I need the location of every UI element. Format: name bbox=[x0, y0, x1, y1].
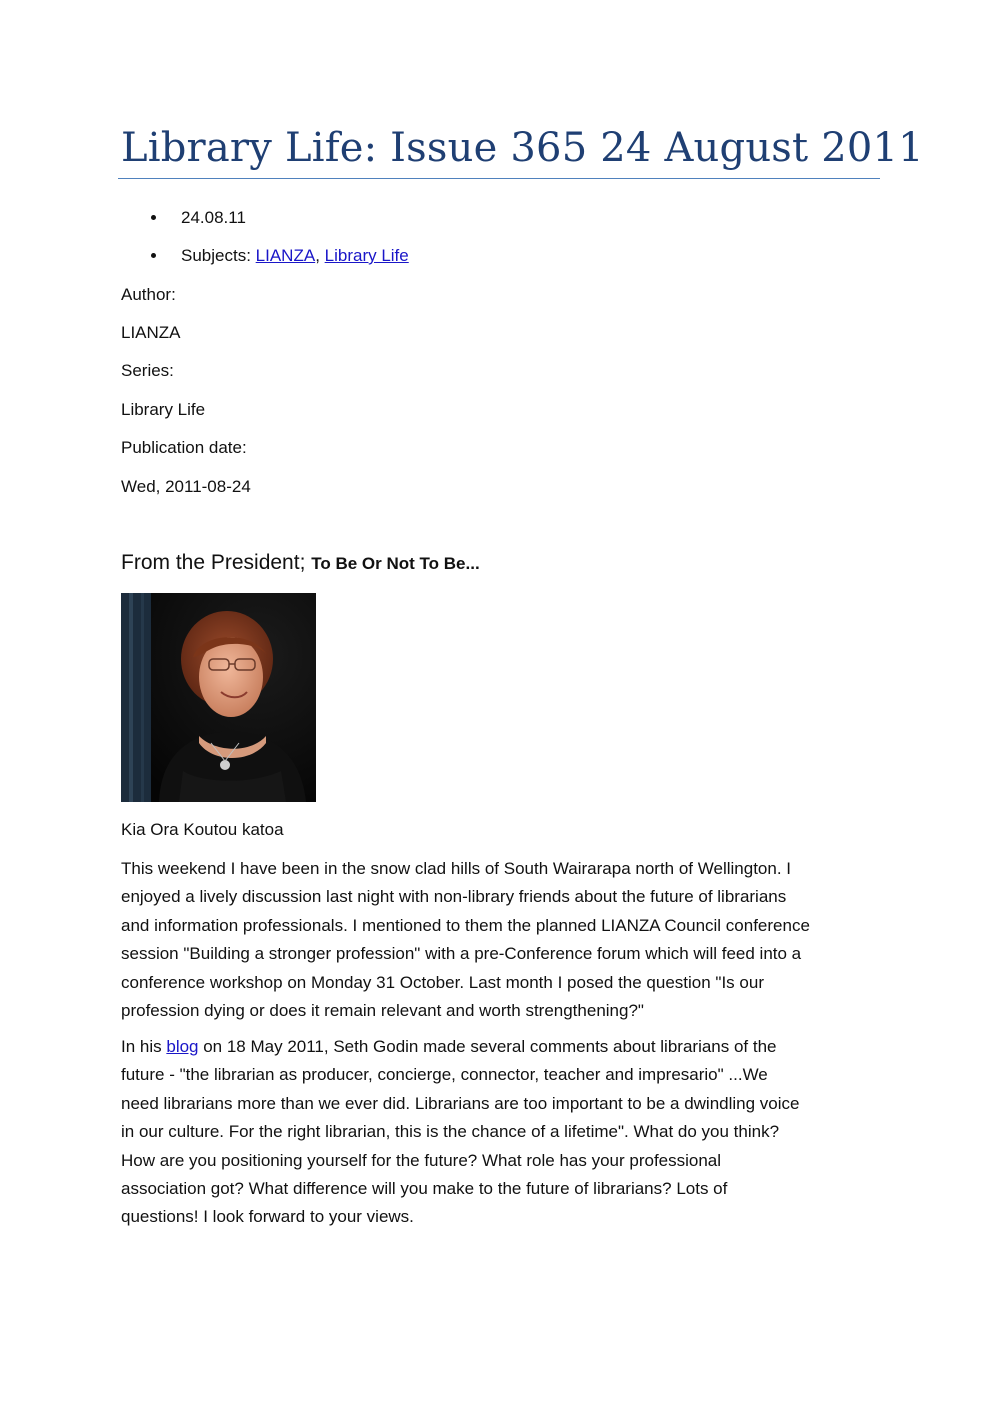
section-subheading: To Be Or Not To Be... bbox=[311, 554, 480, 573]
series-value: Library Life bbox=[121, 400, 206, 419]
section-heading-text: From the President; bbox=[121, 551, 312, 574]
paragraph-2-line: future - "the librarian as producer, concierge, connector, teacher and impresario" ...We bbox=[121, 1065, 768, 1085]
paragraph-2 bbox=[121, 1033, 891, 1232]
author-value: LIANZA bbox=[121, 323, 181, 342]
series-label: Series: bbox=[121, 361, 174, 380]
paragraph-2-line: How are you positioning yourself for the future? What role has your professional bbox=[121, 1150, 722, 1170]
president-photo bbox=[121, 593, 316, 802]
bullet-icon bbox=[151, 253, 156, 258]
meta-date: 24.08.11 bbox=[181, 208, 246, 227]
meta-list bbox=[121, 204, 409, 280]
paragraph-1-line: enjoyed a lively discussion last night with non-library friends about the future of librarians bbox=[121, 887, 787, 907]
paragraph-2-line bbox=[121, 1033, 891, 1061]
paragraph-2-start: In his bbox=[121, 1037, 167, 1056]
pubdate-value: Wed, 2011-08-24 bbox=[121, 477, 251, 496]
subject-link-library-life[interactable]: Library Life bbox=[324, 246, 409, 265]
pubdate-label: Publication date: bbox=[121, 438, 247, 457]
paragraph-2-line: in our culture. For the right librarian, this is the chance of a lifetime". What do you think? bbox=[121, 1122, 780, 1142]
author-label: Author: bbox=[121, 285, 176, 304]
greeting: Kia Ora Koutou katoa bbox=[121, 820, 284, 839]
paragraph-2-line: need librarians more than we ever did. Librarians are too important to be a dwindling voice bbox=[121, 1093, 800, 1113]
section-heading bbox=[121, 548, 480, 579]
paragraph-1-line: session "Building a stronger profession" with a pre-Conference forum which will feed into a bbox=[121, 944, 802, 964]
bullet-icon bbox=[151, 215, 156, 220]
subjects-label: Subjects: bbox=[181, 246, 256, 265]
paragraph-2-line: association got? What difference will you make to the future of librarians? Lots of bbox=[121, 1179, 728, 1199]
title-underline bbox=[118, 178, 880, 179]
blog-link[interactable]: blog bbox=[166, 1037, 199, 1056]
paragraph-1-line: profession dying or does it remain relevant and worth strengthening?" bbox=[121, 1001, 644, 1021]
paragraph-1-line: conference workshop on Monday 31 October. Last month I posed the question "Is our bbox=[121, 972, 764, 992]
paragraph-1 bbox=[121, 855, 891, 1025]
page-title: Library Life: Issue 365 24 August 2011 bbox=[121, 125, 924, 171]
subject-link-lianza[interactable]: LIANZA bbox=[255, 246, 316, 265]
paragraph-1-line: and information professionals. I mentioned to them the planned LIANZA Council conference bbox=[121, 915, 810, 935]
meta-item-subjects bbox=[121, 242, 409, 280]
paragraph-1-line: This weekend I have been in the snow clad hills of South Wairarapa north of Wellington. I bbox=[121, 859, 791, 878]
subjects-separator: , bbox=[315, 246, 325, 265]
meta-item-date bbox=[121, 204, 409, 242]
paragraph-2-line: questions! I look forward to your views. bbox=[121, 1207, 414, 1227]
paragraph-2-line1-rest: on 18 May 2011, Seth Godin made several comments about librarians of the bbox=[198, 1037, 777, 1056]
